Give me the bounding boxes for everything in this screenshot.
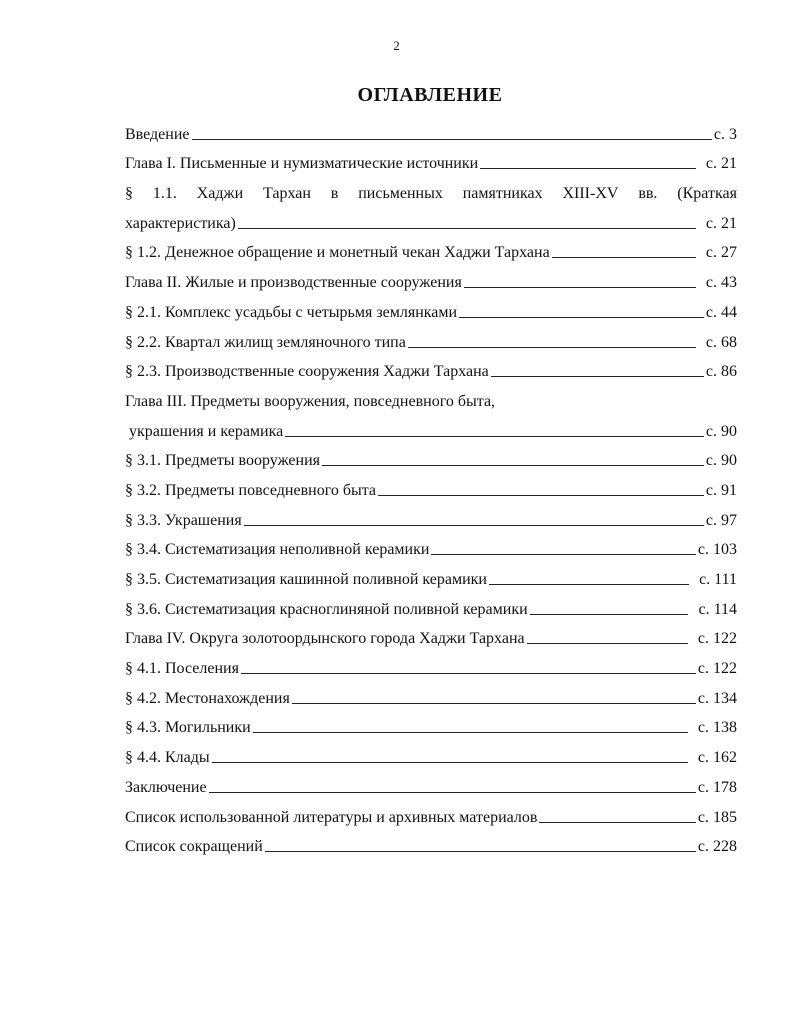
toc-entry-page: с. 103 — [697, 541, 737, 559]
toc-entry-page: с. 111 — [699, 571, 737, 588]
toc-entry-section-3-1 — [125, 441, 737, 471]
toc-entry-abbreviations — [125, 827, 737, 857]
toc-entry-section-3-2 — [125, 470, 737, 500]
toc-leader-line — [539, 822, 695, 823]
toc-entry-chapter-3-line1 — [125, 381, 737, 411]
toc-entry-label: Глава I. Письменные и нумизматические источники — [125, 155, 479, 173]
toc-entry-page: с. 27 — [705, 244, 737, 262]
toc-entry-chapter-1 — [125, 144, 737, 174]
toc-entry-label: § 2.2. Квартал жилищ земляночного типа — [125, 333, 406, 351]
table-of-contents — [125, 114, 737, 856]
toc-entry-page: с. 90 — [705, 422, 737, 440]
toc-entry-label: § 3.4. Систематизация неполивной керамики — [125, 541, 430, 559]
toc-entry-label: характеристика) — [125, 214, 236, 232]
toc-entry-introduction — [125, 114, 737, 144]
toc-entry-label: Заключение — [125, 778, 207, 796]
toc-leader-line — [527, 643, 688, 644]
toc-entry-label: § 3.1. Предметы вооружения — [125, 452, 321, 470]
toc-leader-line — [244, 525, 704, 526]
toc-leader-line — [491, 376, 704, 377]
toc-word: (Краткая — [677, 185, 737, 203]
toc-entry-page: с. 134 — [697, 689, 737, 707]
toc-leader-line — [459, 317, 704, 318]
toc-leader-line — [480, 168, 696, 169]
toc-entry-page: с. 122 — [697, 660, 737, 678]
toc-entry-label: § 2.1. Комплекс усадьбы с четырьмя землянками — [125, 303, 458, 321]
toc-entry-label: украшения и керамика — [129, 422, 284, 440]
toc-entry-label: § 3.2. Предметы повседневного быта — [125, 481, 377, 499]
toc-entry-page: с. 162 — [697, 749, 737, 767]
toc-entry-page: с. 21 — [705, 214, 737, 232]
toc-word: вв. — [638, 185, 658, 203]
toc-entry-section-2-2 — [125, 322, 737, 352]
page-number: 2 — [393, 38, 400, 53]
toc-entry-page: с. 86 — [705, 363, 737, 381]
toc-entry-chapter-4 — [125, 619, 737, 649]
toc-entry-chapter-2 — [125, 262, 737, 292]
toc-leader-line — [285, 436, 704, 437]
toc-entry-label: § 1.2. Денежное обращение и монетный чекан Хаджи Тархана — [125, 244, 550, 262]
toc-entry-label: § 2.3. Производственные сооружения Хаджи Тархана — [125, 363, 489, 381]
toc-word: Тархан — [263, 185, 311, 203]
toc-leader-line — [530, 614, 689, 615]
toc-leader-line — [265, 851, 696, 852]
toc-entry-page: с. 228 — [697, 838, 737, 856]
toc-entry-section-2-3 — [125, 352, 737, 382]
toc-leader-line — [241, 673, 696, 674]
toc-entry-section-3-4 — [125, 530, 737, 560]
toc-leader-line — [464, 287, 696, 288]
toc-entry-label: § 3.6. Систематизация красноглиняной поливной керамики — [125, 600, 528, 618]
toc-leader-line — [253, 732, 688, 733]
toc-entry-label: Глава III. Предметы вооружения, повседневного быта, — [125, 392, 496, 410]
toc-entry-page: с. 90 — [705, 452, 737, 470]
toc-entry-chapter-3-line2 — [125, 411, 737, 441]
toc-entry-section-4-3 — [125, 708, 737, 738]
toc-leader-line — [212, 762, 688, 763]
toc-entry-label: § 4.1. Поселения — [125, 660, 239, 678]
toc-word: письменных — [358, 185, 443, 203]
toc-entry-page: с. 97 — [705, 511, 737, 529]
toc-entry-label: § 3.3. Украшения — [125, 511, 242, 529]
toc-entry-section-3-6 — [125, 589, 737, 619]
toc-leader-line — [552, 257, 696, 258]
toc-entry-label: Глава II. Жилые и производственные сооружения — [125, 274, 462, 292]
toc-entry-section-2-1 — [125, 292, 737, 322]
toc-entry-page: с. 3 — [713, 125, 737, 143]
toc-leader-line — [378, 495, 704, 496]
toc-entry-label: § 4.3. Могильники — [125, 719, 251, 737]
toc-word: § — [125, 185, 133, 203]
toc-leader-line — [238, 228, 696, 229]
toc-entry-section-1-1-line1 — [125, 173, 737, 203]
toc-entry-page: с. 114 — [698, 600, 737, 618]
toc-entry-section-4-2 — [125, 678, 737, 708]
toc-entry-section-1-1-line2 — [125, 203, 737, 233]
toc-entry-page: с. 43 — [705, 274, 737, 292]
toc-word: XIII-XV — [562, 185, 619, 203]
toc-word: Хаджи — [196, 185, 244, 203]
toc-entry-label: § 4.4. Клады — [125, 749, 210, 767]
toc-entry-section-1-2 — [125, 233, 737, 263]
toc-entry-page: с. 138 — [697, 719, 737, 737]
toc-leader-line — [322, 465, 704, 466]
toc-leader-line — [292, 703, 696, 704]
toc-entry-page: с. 21 — [705, 155, 737, 173]
toc-entry-label: Введение — [125, 125, 190, 143]
toc-leader-line — [408, 347, 696, 348]
toc-entry-label: § 4.2. Местонахождения — [125, 689, 290, 707]
page-title: ОГЛАВЛЕНИЕ — [357, 84, 503, 106]
toc-entry-section-3-3 — [125, 500, 737, 530]
toc-entry-label: Глава IV. Округа золотоордынского города Хаджи Тархана — [125, 630, 525, 648]
toc-leader-line — [431, 554, 695, 555]
toc-entry-bibliography — [125, 797, 737, 827]
toc-entry-page: с. 91 — [705, 481, 737, 499]
toc-entry-page: с. 185 — [697, 808, 737, 826]
toc-entry-conclusion — [125, 767, 737, 797]
toc-leader-line — [489, 584, 689, 585]
toc-word: 1.1. — [152, 185, 177, 203]
toc-entry-page: с. 68 — [705, 333, 737, 351]
toc-word: памятниках — [462, 185, 543, 203]
toc-entry-section-4-4 — [125, 737, 737, 767]
toc-leader-line — [209, 792, 696, 793]
toc-entry-label: Список использованной литературы и архивных материалов — [125, 808, 538, 826]
toc-entry-page: с. 178 — [697, 778, 737, 796]
toc-entry-section-4-1 — [125, 648, 737, 678]
toc-entry-label: § 3.5. Систематизация кашинной поливной керамики — [125, 571, 487, 588]
toc-entry-page: с. 122 — [697, 630, 737, 648]
toc-entry-label: Список сокращений — [125, 838, 263, 856]
toc-entry-page: с. 44 — [705, 303, 737, 321]
toc-leader-line — [192, 139, 712, 140]
toc-word: в — [330, 185, 339, 203]
toc-entry-section-3-5 — [125, 559, 737, 589]
